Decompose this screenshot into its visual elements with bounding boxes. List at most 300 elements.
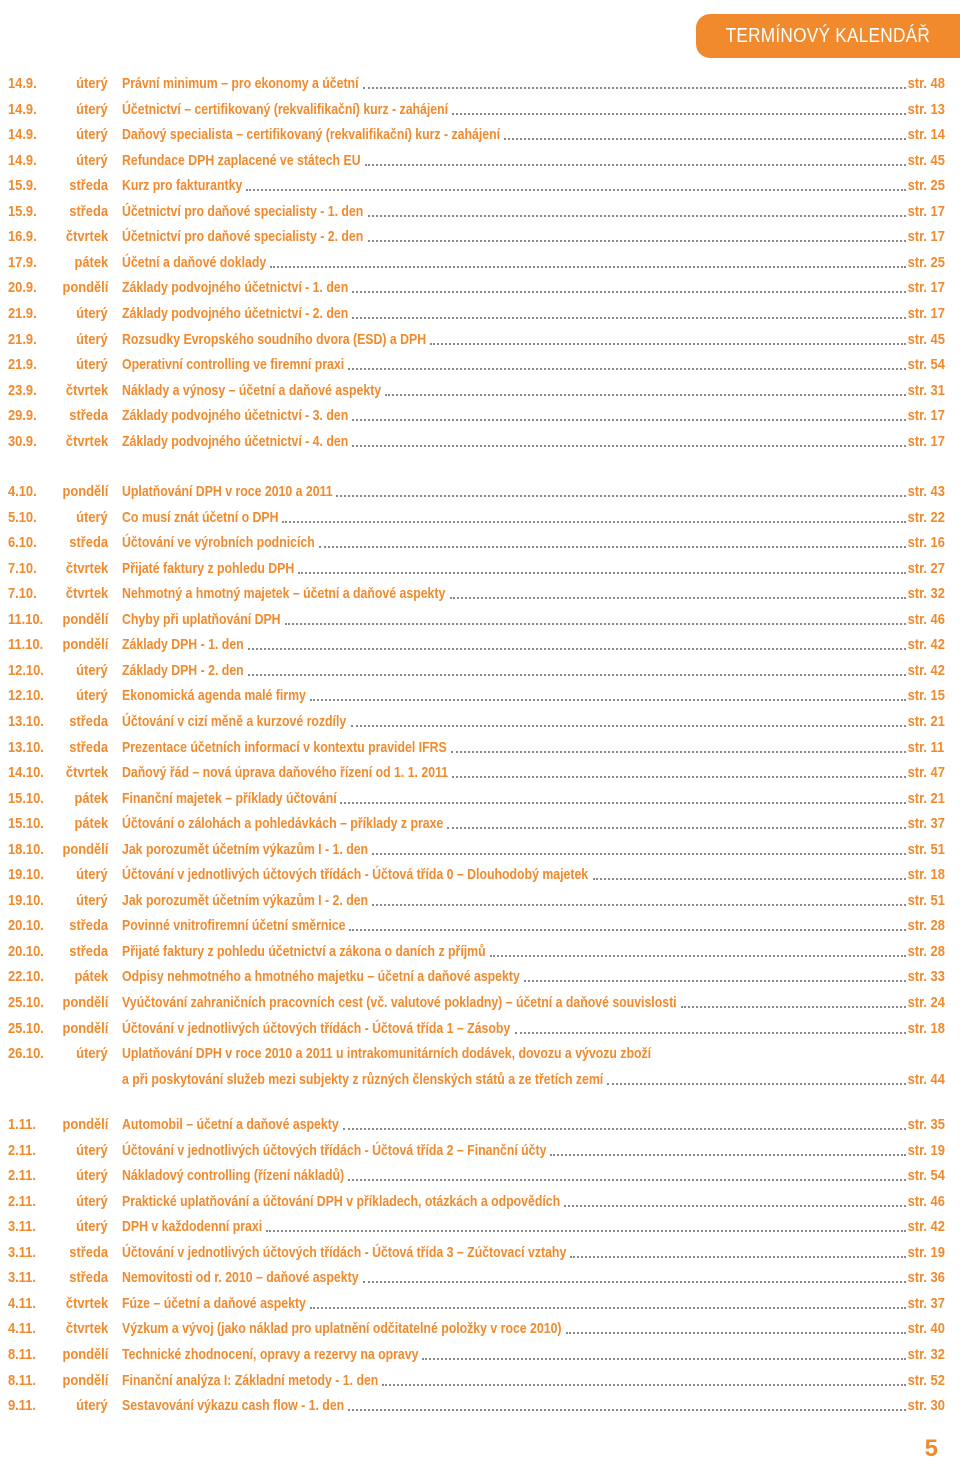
dot-leader [681,1006,906,1008]
dot-leader [451,751,906,753]
entry-date: 20.10. [8,942,44,960]
entry-page-ref: str. 54 [907,1167,945,1185]
dot-leader [363,87,906,89]
entry-title [122,1292,906,1316]
calendar-entry [0,1343,960,1367]
dot-leader [270,266,906,268]
entry-title-text: Základy podvojného účetnictví - 4. den [122,432,349,450]
entry-weekday: úterý [76,1192,108,1210]
calendar-entry [0,1215,960,1239]
entry-title-text: Nehmotný a hmotný majetek – účetní a daňové aspekty [122,585,446,603]
entry-page-ref: str. 30 [907,1397,945,1415]
entry-weekday: úterý [76,304,108,322]
dot-leader [490,955,906,957]
entry-title [122,1369,906,1393]
dot-leader [310,1307,906,1309]
entry-weekday: úterý [76,151,108,169]
entry-page-ref: str. 21 [907,712,945,730]
calendar-entry [0,480,960,504]
calendar-entry [0,328,960,352]
entry-page-ref: str. 32 [907,585,945,603]
entry-title [122,787,906,811]
dot-leader [298,572,906,574]
dot-leader [352,291,906,293]
entry-title-text: Fúze – účetní a daňové aspekty [122,1294,306,1312]
dot-leader [385,394,906,396]
calendar-entry [0,353,960,377]
entry-page-ref: str. 15 [907,687,945,705]
entry-page-ref: str. 14 [907,126,945,144]
entry-date: 6.10. [8,534,37,552]
entry-title [122,506,906,530]
calendar-entry [0,149,960,173]
entry-date: 2.11. [8,1167,36,1185]
entry-weekday: čtvrtek [65,585,108,603]
entry-title [122,1215,906,1239]
entry-title-text: Účtování v jednotlivých účtových třídách - Účtová třída 2 – Finanční účty [122,1141,547,1159]
entry-title [122,863,906,887]
entry-title-text: Účtování v jednotlivých účtových třídách - Účtová třída 1 – Zásoby [122,1019,511,1037]
dot-leader [248,648,906,650]
entry-title-text: Účtování ve výrobních podnicích [122,534,315,552]
entry-weekday: čtvrtek [65,1294,108,1312]
entry-title-text: Přijaté faktury z pohledu účetnictví a zákona o daních z příjmů [122,942,486,960]
dot-leader [348,1409,906,1411]
entry-page-ref: str. 18 [907,866,945,884]
entry-page-ref: str. 13 [907,100,945,118]
entry-page-ref: str. 42 [907,1218,945,1236]
entry-weekday: středa [69,1269,108,1287]
entry-page-ref: str. 51 [907,891,945,909]
calendar-entry [0,225,960,249]
entry-page-ref: str. 52 [907,1371,945,1389]
calendar-entry [0,1139,960,1163]
entry-date: 12.10. [8,661,44,679]
dot-leader [447,827,906,829]
dot-leader [430,343,906,345]
entry-date: 29.9. [8,407,37,425]
entry-page-ref: str. 33 [907,968,945,986]
entry-date: 17.9. [8,253,37,271]
entry-weekday: úterý [76,356,108,374]
entry-title-text: a při poskytování služeb mezi subjekty z různých členských států a ze třetích zemí [122,1070,604,1088]
entry-title-text: Náklady a výnosy – účetní a daňové aspekty [122,381,382,399]
entry-title [122,812,906,836]
entry-date: 20.9. [8,279,37,297]
entry-page-ref: str. 25 [907,253,945,271]
entry-page-ref: str. 16 [907,534,945,552]
entry-title [122,404,906,428]
entry-title-text: Daňový specialista – certifikovaný (rekvalifikační) kurz - zahájení [122,126,501,144]
entry-title-text: Základy podvojného účetnictví - 3. den [122,407,349,425]
entry-page-ref: str. 17 [907,279,945,297]
entry-weekday: úterý [76,866,108,884]
entry-page-ref: str. 32 [907,1345,945,1363]
entry-weekday: pondělí [62,840,108,858]
entry-weekday: úterý [76,330,108,348]
calendar-entry [0,991,960,1015]
entry-page-ref: str. 25 [907,177,945,195]
entry-weekday: čtvrtek [65,381,108,399]
entry-title-text: Nákladový controlling (řízení nákladů) [122,1167,345,1185]
entry-title [122,1139,906,1163]
page-number: 5 [924,1435,938,1462]
entry-date: 7.10. [8,585,37,603]
calendar-entry [0,430,960,454]
calendar-entry [0,506,960,530]
entry-title-text: Finanční majetek – příklady účtování [122,789,337,807]
entry-title [122,276,906,300]
calendar-entry [0,582,960,606]
calendar-entry [0,608,960,632]
dot-leader [504,138,906,140]
entry-title [122,633,906,657]
entry-weekday: pondělí [62,610,108,628]
dot-leader [550,1154,906,1156]
entry-title [122,736,906,760]
entry-weekday: úterý [76,1167,108,1185]
entry-title-text: Technické zhodnocení, opravy a rezervy na opravy [122,1345,419,1363]
calendar-entry [0,736,960,760]
section-title: TERMÍNOVÝ KALENDÁŘ [725,24,931,47]
entry-weekday: úterý [76,1141,108,1159]
entry-page-ref: str. 28 [907,917,945,935]
entry-title-text: Finanční analýza I: Základní metody - 1. den [122,1371,379,1389]
entry-title-text: Kurz pro fakturantky [122,177,243,195]
entry-page-ref: str. 17 [907,202,945,220]
entry-title-text: Jak porozumět účetním výkazům I - 2. den [122,891,369,909]
dot-leader [352,445,906,447]
entry-page-ref: str. 17 [907,407,945,425]
dot-leader [524,980,906,982]
entry-page-ref: str. 19 [907,1243,945,1261]
entry-title-text: Vyúčtování zahraničních pracovních cest (vč. valutové pokladny) – účetní a daňové souvislosti [122,994,677,1011]
dot-leader [368,240,906,242]
entry-date: 21.9. [8,330,37,348]
entry-weekday: pondělí [62,1116,108,1133]
entry-title [122,608,906,632]
entry-title [122,251,906,275]
dot-leader [352,317,906,319]
entry-title [122,531,906,555]
entry-title [122,1068,906,1092]
entry-page-ref: str. 47 [907,764,945,782]
calendar-entry [0,965,960,989]
entry-title [122,914,906,938]
entry-date: 11.10. [8,610,44,628]
dot-leader [452,113,906,115]
entry-title [122,684,906,708]
entry-title [122,98,906,122]
entry-title [122,710,906,734]
entry-title-text: Ekonomická agenda malé firmy [122,687,306,705]
entry-page-ref: str. 37 [907,815,945,833]
entry-weekday: pátek [74,253,108,271]
entry-weekday: pondělí [62,636,108,654]
entry-title-text: Přijaté faktury z pohledu DPH [122,559,295,577]
dot-leader [248,674,906,676]
entry-weekday: pondělí [62,1371,108,1389]
entry-title [122,761,906,785]
entry-title-text: Povinné vnitrofiremní účetní směrnice [122,917,346,935]
calendar-entry-continuation [0,1068,960,1092]
entry-title-text: Právní minimum – pro ekonomy a účetní [122,75,359,92]
calendar-entry [0,1369,960,1393]
entry-title [122,379,906,403]
entry-date: 18.10. [8,840,44,858]
entry-weekday: pondělí [62,483,108,500]
entry-weekday: úterý [76,100,108,118]
dot-leader [285,623,906,625]
entry-weekday: úterý [76,75,108,92]
entry-weekday: středa [69,917,108,935]
dot-leader [319,546,906,548]
entry-date: 22.10. [8,968,44,986]
dot-leader [343,1128,906,1130]
entry-date: 14.10. [8,764,44,782]
entry-date: 14.9. [8,75,37,92]
entry-page-ref: str. 51 [907,840,945,858]
calendar-entry [0,940,960,964]
entry-date: 13.10. [8,712,44,730]
entry-date: 8.11. [8,1345,36,1363]
dot-leader [372,853,906,855]
calendar-entry [0,710,960,734]
dot-leader [349,929,906,931]
entry-date: 15.9. [8,202,37,220]
entry-page-ref: str. 42 [907,661,945,679]
entry-title [122,1241,906,1265]
calendar-entry [0,787,960,811]
entry-title [122,1042,906,1066]
entry-page-ref: str. 44 [907,1070,945,1088]
entry-title [122,174,906,198]
entry-title [122,1394,906,1418]
entry-title [122,889,906,913]
dot-leader [570,1256,906,1258]
entry-weekday: čtvrtek [65,764,108,782]
entry-title-text: Co musí znát účetní o DPH [122,508,279,526]
calendar-entry [0,1017,960,1041]
entry-date: 14.9. [8,126,37,144]
entry-date: 12.10. [8,687,44,705]
entry-weekday: úterý [76,661,108,679]
entry-date: 1.11. [8,1116,36,1133]
dot-leader [336,495,906,497]
entry-date: 3.11. [8,1269,36,1287]
entry-title [122,1017,906,1041]
entry-title-text: Prezentace účetních informací v kontextu pravidel IFRS [122,738,447,756]
entry-title [122,940,906,964]
entry-date: 19.10. [8,891,44,909]
dot-leader [246,189,906,191]
entry-page-ref: str. 42 [907,636,945,654]
entry-date: 25.10. [8,1019,44,1037]
entry-page-ref: str. 37 [907,1294,945,1312]
calendar-entry [0,812,960,836]
entry-page-ref: str. 19 [907,1141,945,1159]
calendar-entry [0,302,960,326]
entry-date: 15.10. [8,815,44,833]
entry-date: 20.10. [8,917,44,935]
entry-title-text: Operativní controlling ve firemní praxi [122,356,345,374]
entry-title-text: Uplatňování DPH v roce 2010 a 2011 u intrakomunitárních dodávek, dovozu a vývozu zboží [122,1045,652,1063]
entry-title-text: Účetnictví pro daňové specialisty - 1. den [122,202,364,220]
calendar-entry [0,276,960,300]
entry-title-text: Základy DPH - 1. den [122,636,244,654]
dot-leader [566,1332,906,1334]
calendar-entry [0,1241,960,1265]
entry-title-text: Výzkum a vývoj (jako náklad pro uplatnění odčitatelné položky v roce 2010) [122,1320,562,1338]
entry-weekday: středa [69,712,108,730]
entry-title-text: Účetnictví – certifikovaný (rekvalifikační) kurz - zahájení [122,100,449,118]
dot-leader [282,521,906,523]
dot-leader [452,776,906,778]
entry-title-text: Účtování v jednotlivých účtových třídách - Účtová třída 0 – Dlouhodobý majetek [122,866,589,884]
entry-title-text: Účtování v cizí měně a kurzové rozdíly [122,712,347,730]
entry-date: 7.10. [8,559,37,577]
calendar-entry [0,531,960,555]
dot-leader [382,1384,906,1386]
entry-title [122,557,906,581]
entry-weekday: čtvrtek [65,432,108,450]
entry-weekday: úterý [76,126,108,144]
entry-weekday: středa [69,407,108,425]
calendar-entry [0,174,960,198]
entry-weekday: pondělí [62,994,108,1011]
entry-title-text: Účtování o zálohách a pohledávkách – příklady z praxe [122,815,444,833]
calendar-entry [0,659,960,683]
entry-title [122,1164,906,1188]
entry-date: 15.9. [8,177,37,195]
entry-title [122,123,906,147]
entry-title [122,659,906,683]
dot-leader [564,1205,906,1207]
entry-title [122,72,906,96]
entry-title-text: Automobil – účetní a daňové aspekty [122,1116,339,1133]
entry-title-text: Základy podvojného účetnictví - 2. den [122,304,349,322]
entry-title-text: Chyby při uplatňování DPH [122,610,281,628]
entry-title-text: Odpisy nehmotného a hmotného majetku – účetní a daňové aspekty [122,968,520,986]
entry-date: 14.9. [8,100,37,118]
entry-title [122,302,906,326]
calendar-entry [0,72,960,96]
entry-page-ref: str. 43 [907,483,945,500]
entry-page-ref: str. 40 [907,1320,945,1338]
entry-weekday: pátek [74,815,108,833]
calendar-entry [0,200,960,224]
entry-page-ref: str. 28 [907,942,945,960]
entry-title-text: Účetnictví pro daňové specialisty - 2. den [122,228,364,246]
calendar-entry [0,1317,960,1341]
entry-weekday: pondělí [62,279,108,297]
entry-weekday: pondělí [62,1019,108,1037]
entry-title [122,430,906,454]
entry-weekday: pátek [74,789,108,807]
entry-date: 4.11. [8,1320,36,1338]
dot-leader [450,597,906,599]
entry-date: 5.10. [8,508,37,526]
calendar-entry [0,838,960,862]
dot-leader [266,1230,906,1232]
calendar-entry [0,1190,960,1214]
calendar-entry [0,1292,960,1316]
dot-leader [352,419,906,421]
entry-title [122,1113,906,1137]
entry-title-text: Daňový řád – nová úprava daňového řízení od 1. 1. 2011 [122,764,449,782]
entry-weekday: středa [69,177,108,195]
section-banner [696,14,960,58]
entry-weekday: středa [69,202,108,220]
entry-date: 3.11. [8,1243,36,1261]
calendar-entry [0,1266,960,1290]
entry-page-ref: str. 45 [907,330,945,348]
dot-leader [515,1032,906,1034]
entry-weekday: pondělí [62,1345,108,1363]
entry-page-ref: str. 17 [907,228,945,246]
entry-page-ref: str. 31 [907,381,945,399]
entry-date: 11.10. [8,636,44,654]
entry-date: 19.10. [8,866,44,884]
entry-date: 2.11. [8,1192,36,1210]
entry-weekday: středa [69,534,108,552]
dot-leader [365,164,906,166]
entry-page-ref: str. 35 [907,1116,945,1133]
entry-title-text: Refundace DPH zaplacené ve státech EU [122,151,361,169]
entry-page-ref: str. 22 [907,508,945,526]
calendar-entry [0,914,960,938]
entry-title [122,582,906,606]
dot-leader [368,215,906,217]
dot-leader [593,878,906,880]
entry-page-ref: str. 11 [907,738,945,756]
entry-title [122,1317,906,1341]
calendar-entry [0,557,960,581]
entry-date: 2.11. [8,1141,36,1159]
calendar-entry [0,863,960,887]
calendar-entry [0,251,960,275]
entry-page-ref: str. 45 [907,151,945,169]
entry-weekday: pátek [74,968,108,986]
entry-weekday: středa [69,738,108,756]
dot-leader [607,1083,906,1085]
entry-title-text: Účtování v jednotlivých účtových třídách - Účtová třída 3 – Zúčtovací vztahy [122,1243,567,1261]
entry-weekday: úterý [76,1397,108,1415]
dot-leader [422,1358,906,1360]
entry-date: 14.9. [8,151,37,169]
entry-date: 8.11. [8,1371,36,1389]
calendar-entry [0,98,960,122]
entry-title-text: DPH v každodenní praxi [122,1218,263,1236]
entry-weekday: středa [69,942,108,960]
entry-date: 25.10. [8,994,44,1011]
entry-date: 4.11. [8,1294,36,1312]
entry-date: 15.10. [8,789,44,807]
entry-page-ref: str. 17 [907,432,945,450]
calendar-entry [0,889,960,913]
entry-title [122,1343,906,1367]
entry-title-text: Základy podvojného účetnictví - 1. den [122,279,349,297]
dot-leader [348,368,906,370]
entry-weekday: čtvrtek [65,559,108,577]
calendar-entry [0,123,960,147]
calendar-entry [0,1113,960,1137]
entry-title-text: Základy DPH - 2. den [122,661,244,679]
entry-title [122,1190,906,1214]
entry-date: 21.9. [8,356,37,374]
calendar-entry [0,684,960,708]
entry-title-text: Účetní a daňové doklady [122,253,267,271]
